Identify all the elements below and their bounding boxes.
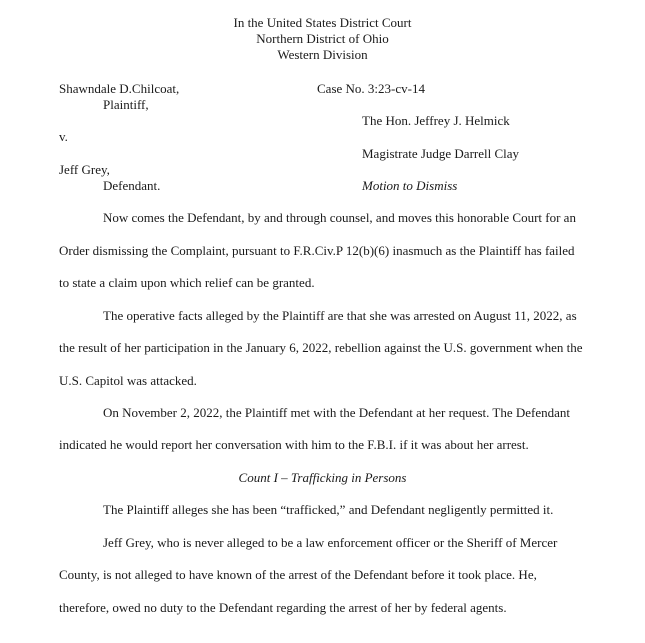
plaintiff-role: Plaintiff,: [103, 97, 149, 112]
plaintiff-name: Shawndale D.Chilcoat,: [59, 81, 180, 96]
paragraph-line: County, is not alleged to have known of the arrest of the Defendant before it took place. He,: [59, 567, 537, 582]
defendant-name: Jeff Grey,: [59, 162, 110, 177]
versus: v.: [59, 129, 68, 144]
paragraph-line: The operative facts alleged by the Plaintiff are that she was arrested on August 11, 2022, as: [103, 308, 577, 323]
paragraph-line: indicated he would report her conversation with him to the F.B.I. if it was about her arrest.: [59, 437, 529, 452]
judge-name: The Hon. Jeffrey J. Helmick: [362, 113, 510, 128]
defendant-role: Defendant.: [103, 178, 161, 193]
paragraph-line: Order dismissing the Complaint, pursuant to F.R.Civ.P 12(b)(6) inasmuch as the Plaintiff has failed: [59, 243, 575, 258]
court-district: Northern District of Ohio: [256, 31, 389, 46]
paragraph-line: The Plaintiff alleges she has been “trafficked,” and Defendant negligently permitted it.: [103, 502, 554, 517]
paragraph-line: Jeff Grey, who is never alleged to be a law enforcement officer or the Sheriff of Mercer: [103, 535, 558, 550]
magistrate-name: Magistrate Judge Darrell Clay: [362, 146, 520, 161]
motion-title: Motion to Dismiss: [362, 178, 458, 193]
court-division: Western Division: [277, 47, 368, 62]
paragraph-line: U.S. Capitol was attacked.: [59, 373, 197, 388]
paragraph-line: Now comes the Defendant, by and through counsel, and moves this honorable Court for an: [103, 210, 576, 225]
case-number: Case No. 3:23-cv-14: [317, 81, 425, 96]
paragraph-line: On November 2, 2022, the Plaintiff met with the Defendant at her request. The Defendant: [103, 405, 571, 420]
count-heading: Count I – Trafficking in Persons: [238, 470, 407, 485]
paragraph-line: therefore, owed no duty to the Defendant regarding the arrest of her by federal agents.: [59, 600, 507, 615]
court-name: In the United States District Court: [233, 15, 412, 30]
paragraph-line: to state a claim upon which relief can be granted.: [59, 275, 315, 290]
paragraph-line: the result of her participation in the January 6, 2022, rebellion against the U.S. government when the: [59, 340, 583, 355]
